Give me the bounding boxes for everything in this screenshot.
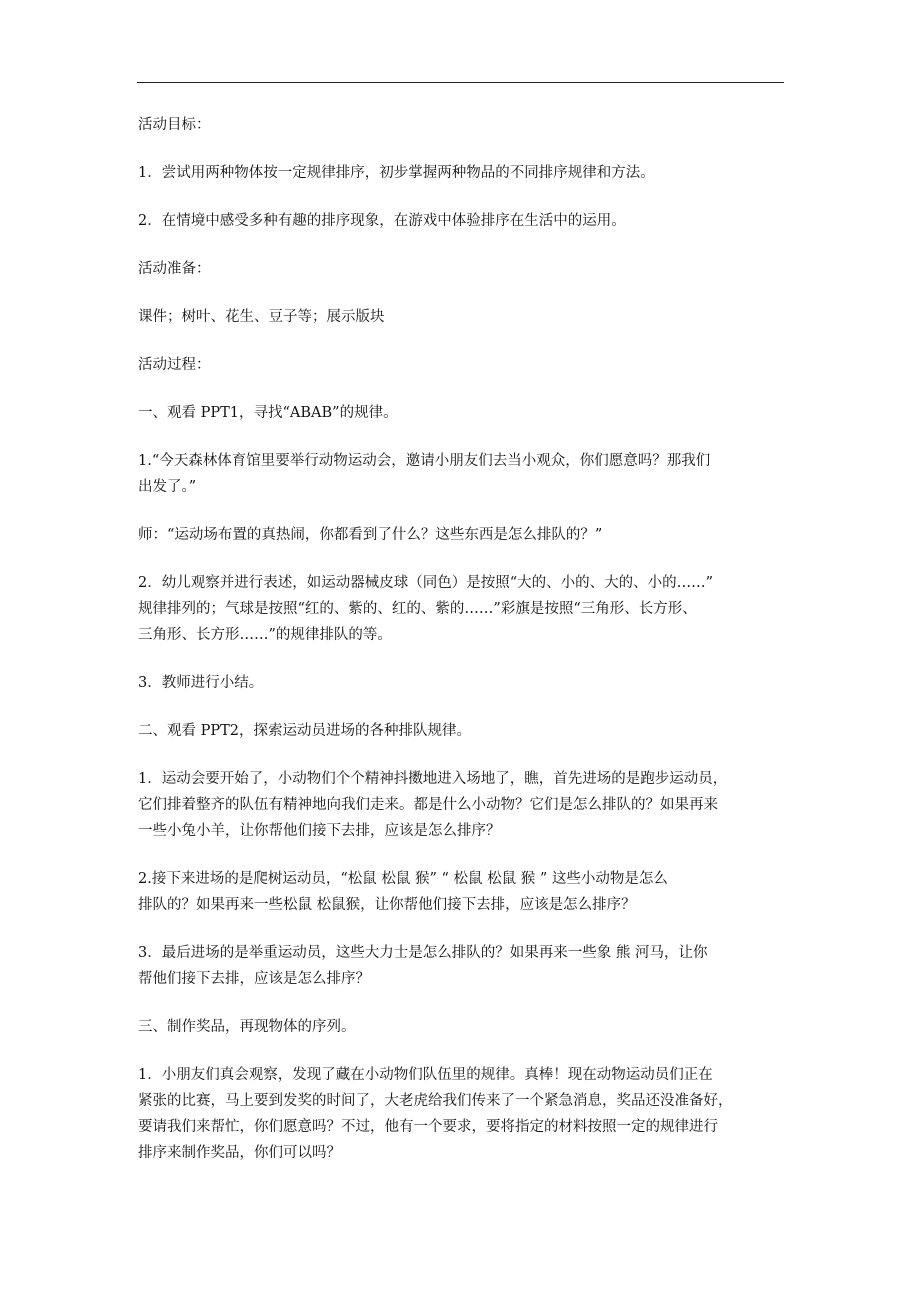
text-line: 排队的？如果再来一些松鼠 松鼠猴，让你帮他们接下去排，应该是怎么排序？ <box>138 897 636 913</box>
text-line: 要请我们来帮忙，你们愿意吗？不过，他有一个要求，要将指定的材料按照一定的规律进行 <box>138 1119 718 1135</box>
text-line: 三、制作奖品，再现物体的序列。 <box>138 1019 356 1035</box>
text-line: 它们排着整齐的队伍有精神地向我们走来。都是什么小动物？它们是怎么排队的？如果再来 <box>138 797 718 813</box>
text-line: 2．幼儿观察并进行表述，如运动器械皮球（同色）是按照“大的、小的、大的、小的……” <box>138 575 714 591</box>
text-line: 规律排列的；气球是按照“红的、紫的、红的、紫的……”彩旗是按照“三角形、长方形、 <box>138 601 697 617</box>
text-line: 二、观看 PPT2，探索运动员进场的各种排队规律。 <box>138 723 472 739</box>
paragraph <box>138 448 788 500</box>
document-body <box>138 112 788 1188</box>
paragraph <box>138 766 788 844</box>
paragraph <box>138 1062 788 1166</box>
text-line: 1．尝试用两种物体按一定规律排序，初步掌握两种物品的不同排序规律和方法。 <box>138 165 655 181</box>
text-line: 2.接下来进场的是爬树运动员，“松鼠 松鼠 猴” “ 松鼠 松鼠 猴 ” 这些小动物是怎么 <box>138 871 668 887</box>
paragraph <box>138 866 788 918</box>
text-line: 出发了。” <box>138 479 197 495</box>
header-rule <box>137 82 784 83</box>
paragraph <box>138 160 788 186</box>
text-line: 师：“运动场布置的真热闹，你都看到了什么？这些东西是怎么排队的？” <box>138 527 603 543</box>
paragraph <box>138 304 788 330</box>
text-line: 2．在情境中感受多种有趣的排序现象，在游戏中体验排序在生活中的运用。 <box>138 213 626 229</box>
text-line: 3．最后进场的是举重运动员，这些大力士是怎么排队的？如果再来一些象 熊 河马，让你 <box>138 945 708 961</box>
paragraph <box>138 940 788 992</box>
text-line: 活动目标： <box>138 117 211 133</box>
text-line: 活动准备： <box>138 261 211 277</box>
paragraph <box>138 208 788 234</box>
text-line: 一、观看 PPT1，寻找“ABAB”的规律。 <box>138 405 398 421</box>
text-line: 1．小朋友们真会观察，发现了藏在小动物们队伍里的规律。真棒！现在动物运动员们正在 <box>138 1067 713 1083</box>
text-line: 一些小兔小羊，让你帮他们接下去排，应该是怎么排序？ <box>138 823 501 839</box>
text-line: 课件；树叶、花生、豆子等；展示版块 <box>138 309 385 325</box>
paragraph <box>138 670 788 696</box>
text-line: 1.“今天森林体育馆里要举行动物运动会，邀请小朋友们去当小观众，你们愿意吗？那我们 <box>138 453 711 469</box>
paragraph <box>138 718 788 744</box>
paragraph <box>138 400 788 426</box>
text-line: 排序来制作奖品，你们可以吗？ <box>138 1145 341 1161</box>
paragraph <box>138 112 788 138</box>
text-line: 三角形、长方形……”的规律排队的等。 <box>138 627 392 643</box>
paragraph <box>138 352 788 378</box>
text-line: 1．运动会要开始了，小动物们个个精神抖擞地进入场地了，瞧，首先进场的是跑步运动员， <box>138 771 728 787</box>
paragraph <box>138 256 788 282</box>
text-line: 3．教师进行小结。 <box>138 675 264 691</box>
text-line: 帮他们接下去排，应该是怎么排序？ <box>138 971 370 987</box>
paragraph <box>138 570 788 648</box>
paragraph <box>138 522 788 548</box>
text-line: 活动过程： <box>138 357 211 373</box>
paragraph <box>138 1014 788 1040</box>
text-line: 紧张的比赛，马上要到发奖的时间了，大老虎给我们传来了一个紧急消息，奖品还没准备好， <box>138 1093 733 1109</box>
